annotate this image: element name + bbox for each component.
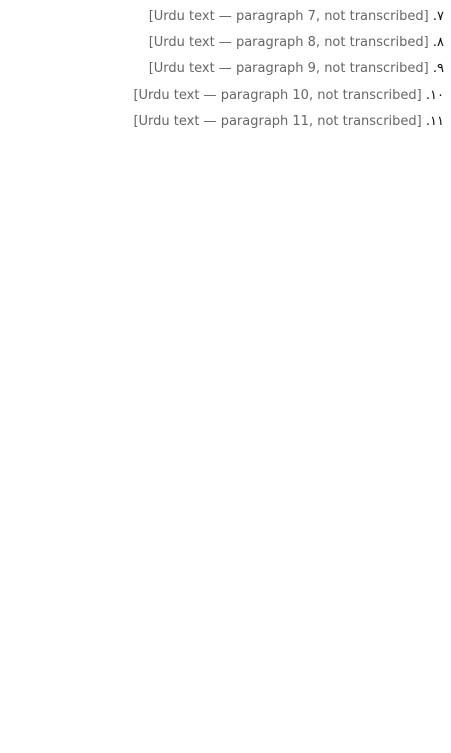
paragraph-text: [Urdu text — paragraph 9, not transcribed] bbox=[148, 61, 429, 77]
paragraph-text: [Urdu text — paragraph 10, not transcribed] bbox=[133, 87, 422, 103]
commentary-paragraph-7 bbox=[7, 6, 444, 28]
commentary-paragraph-8 bbox=[7, 32, 444, 54]
paragraph-text: [Urdu text — paragraph 11, not transcribed] bbox=[133, 113, 422, 129]
paragraph-text: [Urdu text — paragraph 7, not transcribed] bbox=[148, 9, 429, 24]
paragraph-text: [Urdu text — paragraph 8, not transcribed] bbox=[148, 35, 429, 51]
paragraph-number: ۹. bbox=[432, 61, 444, 77]
paragraph-number: ۷. bbox=[432, 9, 444, 24]
commentary-paragraph-10 bbox=[7, 85, 444, 107]
paragraph-number: ۱۰. bbox=[425, 87, 444, 103]
paragraph-number: ۸. bbox=[432, 35, 444, 51]
commentary-paragraph-11 bbox=[7, 111, 444, 133]
paragraph-number: ۱۱. bbox=[425, 113, 444, 129]
commentary-paragraph-9 bbox=[7, 58, 444, 80]
